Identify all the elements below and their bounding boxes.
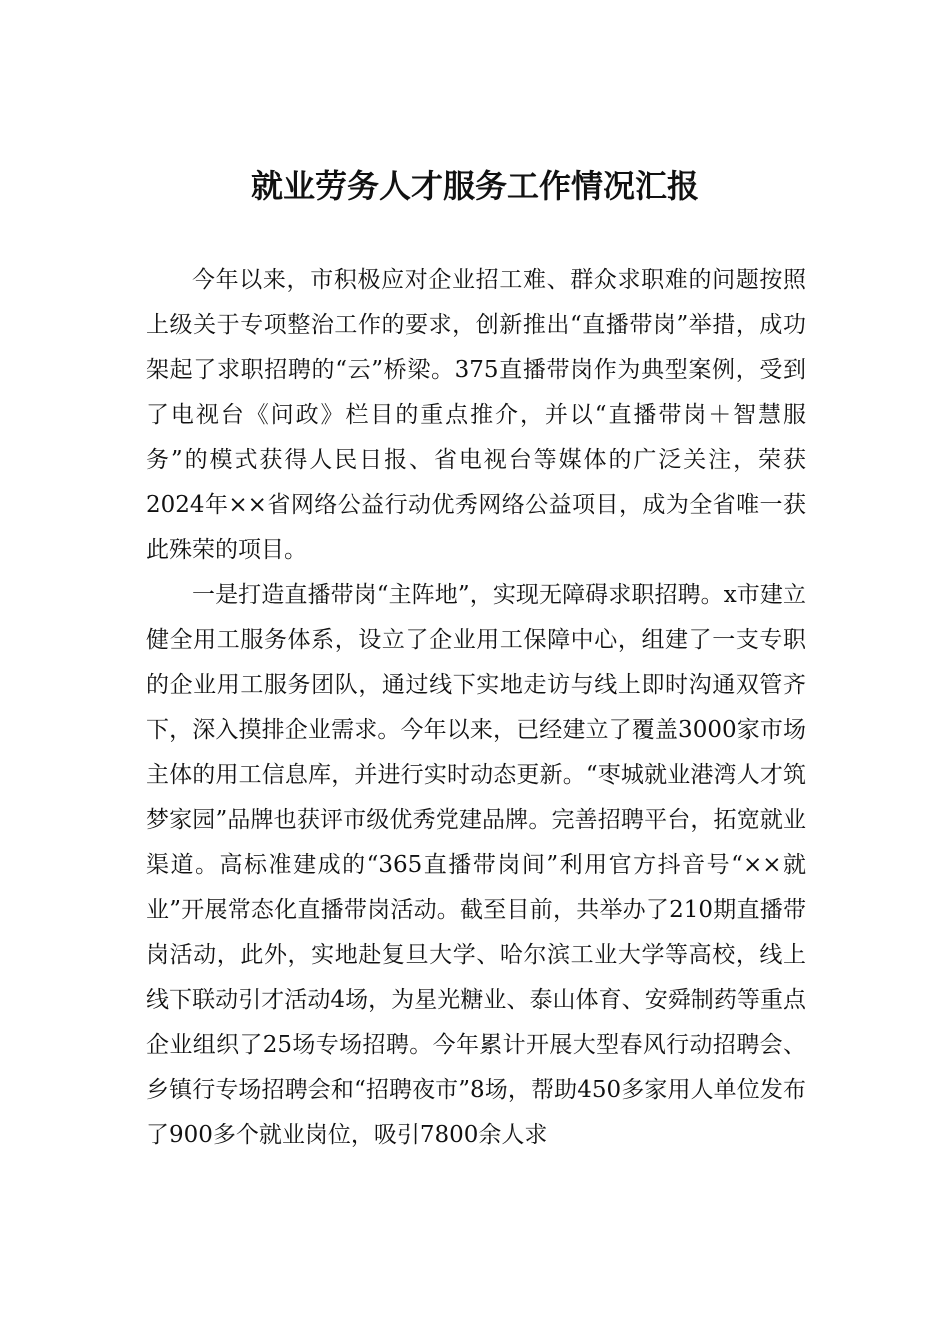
document-title: 就业劳务人才服务工作情况汇报 [250, 167, 699, 205]
paragraph-point-one: 一是打造直播带岗“主阵地”，实现无障碍求职招聘。x市建立健全用工服务体系，设立了企业用工保障中心，组建了一支专职的企业用工服务团队，通过线下实地走访与线上即时沟通双管齐下，深入摸排企业需求。今年以来，已经建立了覆盖3000家市场主体的用工信息库，并进行实时动态更新。“枣城就业港湾人才筑梦家园”品牌也获评市级优秀党建品牌。完善招聘平台，拓宽就业渠道。高标准建成的“365直播带岗间”利用官方抖音号“××就业”开展常态化直播带岗活动。截至目前，共举办了210期直播带岗活动，此外，实地赴复旦大学、哈尔滨工业大学等高校，线上线下联动引才活动4场，为星光糖业、泰山体育、安舜制药等重点企业组织了25场专场招聘。今年累计开展大型春风行动招聘会、乡镇行专场招聘会和“招聘夜市”8场，帮助450多家用人单位发布了900多个就业岗位，吸引7800余人求 [146, 582, 806, 1148]
paragraph-intro: 今年以来，市积极应对企业招工难、群众求职难的问题按照上级关于专项整治工作的要求，创新推出“直播带岗”举措，成功架起了求职招聘的“云”桥梁。375直播带岗作为典型案例，受到了电视台《问政》栏目的重点推介，并以“直播带岗＋智慧服务”的模式获得人民日报、省电视台等媒体的广泛关注，荣获2024年××省网络公益行动优秀网络公益项目，成为全省唯一获此殊荣的项目。 [146, 267, 806, 563]
document-body [146, 258, 806, 1158]
